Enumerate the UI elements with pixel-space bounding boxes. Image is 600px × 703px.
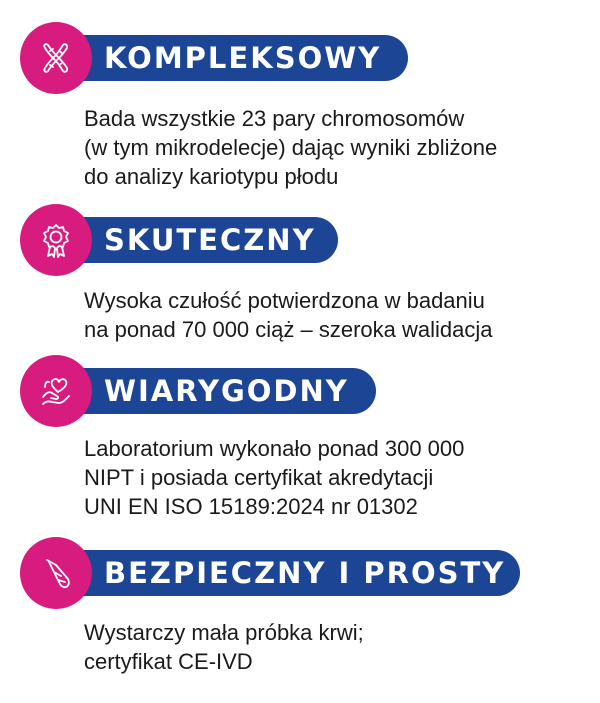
description-line: Wystarczy mała próbka krwi; [84,620,364,645]
test-tube-icon [20,537,92,609]
feature-title-pill [60,550,520,596]
feature-title-pill [60,368,376,414]
description-line: na ponad 70 000 ciąż – szeroka walidacja [84,317,493,342]
description-line: certyfikat CE-IVD [84,649,253,674]
feature-title-pill [60,35,408,81]
chromosome-icon [20,22,92,94]
description-line: UNI EN ISO 15189:2024 nr 01302 [84,494,418,519]
description-line: Wysoka czułość potwierdzona w badaniu [84,288,485,313]
feature-title: SKUTECZNY [104,223,316,257]
description-line: Laboratorium wykonało ponad 300 000 [84,436,465,461]
feature-title: WIARYGODNY [104,374,349,408]
feature-description [84,618,594,676]
feature-title: BEZPIECZNY I PROSTY [104,556,506,590]
description-line: Bada wszystkie 23 pary chromosomów [84,106,465,131]
feature-description [84,286,594,344]
feature-title: KOMPLEKSOWY [104,41,382,75]
description-line: (w tym mikrodelecje) dając wyniki zbliżone [84,135,498,160]
award-rosette-icon [20,204,92,276]
hand-heart-icon [20,355,92,427]
feature-description [84,104,594,191]
feature-title-pill [60,217,338,263]
description-line: do analizy kariotypu płodu [84,164,339,189]
description-line: NIPT i posiada certyfikat akredytacji [84,465,434,490]
feature-description [84,434,594,521]
